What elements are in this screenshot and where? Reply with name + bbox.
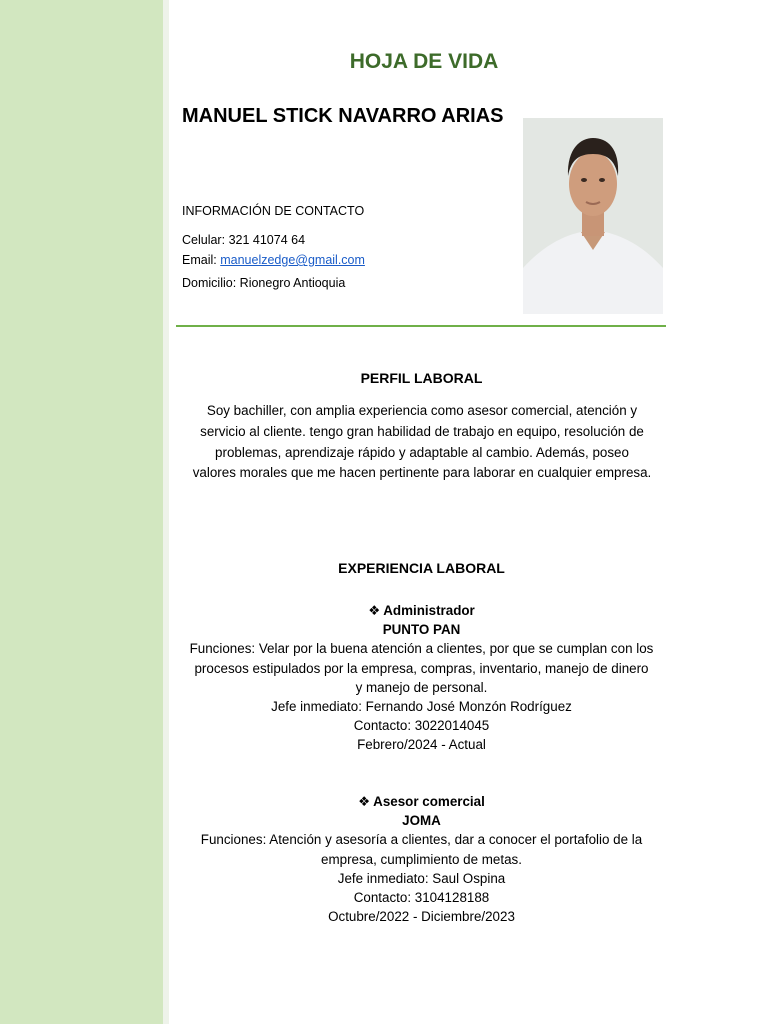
- diamond-bullet-icon: ❖: [358, 794, 371, 809]
- job-company: PUNTO PAN: [382, 622, 461, 638]
- diamond-bullet-icon: ❖: [368, 603, 381, 618]
- job-role: Administrador: [383, 603, 475, 618]
- profile-heading: PERFIL LABORAL: [360, 370, 483, 386]
- job-period: Febrero/2024 - Actual: [357, 737, 486, 753]
- job-functions: Funciones: Velar por la buena atención a clientes, por que se cumplan con los: [189, 641, 654, 657]
- contact-phone: [182, 233, 305, 247]
- job-company: JOMA: [402, 813, 441, 829]
- sidebar-decoration: [0, 0, 163, 1024]
- job-functions: empresa, cumplimiento de metas.: [321, 851, 522, 867]
- job-functions: Funciones: Atención y asesoría a clientes, dar a conocer el portafolio de la: [200, 832, 643, 848]
- job-entry: [169, 601, 674, 755]
- experience-heading: EXPERIENCIA LABORAL: [338, 560, 505, 576]
- job-contact: Contacto: 3022014045: [353, 718, 490, 734]
- section-divider: [176, 325, 666, 327]
- job-role: Asesor comercial: [373, 794, 485, 809]
- job-contact: Contacto: 3104128188: [353, 890, 490, 906]
- profile-photo: [523, 118, 663, 314]
- phone-label: Celular:: [182, 233, 226, 247]
- email-label: Email:: [182, 253, 217, 267]
- email-link[interactable]: manuelzedge@gmail.com: [220, 253, 365, 267]
- contact-heading: INFORMACIÓN DE CONTACTO: [182, 204, 365, 218]
- phone-value: 321 41074 64: [228, 233, 306, 247]
- profile-text: Soy bachiller, con amplia experiencia como asesor comercial, atención y servicio al cliente. tengo gran habilidad de trabajo en equipo, resolución de problemas, aprendizaje rápido y adaptable al cambio. Además, poseo valores morales que me hacen pertinente para laborar en cualquier empresa.: [192, 403, 652, 481]
- contact-email: [182, 253, 365, 267]
- address-value: Rionegro Antioquia: [239, 276, 346, 290]
- job-period: Octubre/2022 - Diciembre/2023: [328, 909, 515, 925]
- job-functions: procesos estipulados por la empresa, compras, inventario, manejo de dinero: [194, 660, 649, 676]
- job-boss: Jefe inmediato: Saul Ospina: [337, 870, 506, 886]
- job-functions: y manejo de personal.: [355, 679, 488, 695]
- candidate-name: MANUEL STICK NAVARRO ARIAS: [182, 105, 504, 127]
- address-label: Domicilio:: [182, 276, 237, 290]
- contact-address: [182, 276, 345, 290]
- job-entry: [169, 792, 674, 926]
- document-title: HOJA DE VIDA: [349, 50, 499, 73]
- job-boss: Jefe inmediato: Fernando José Monzón Rodríguez: [271, 699, 572, 715]
